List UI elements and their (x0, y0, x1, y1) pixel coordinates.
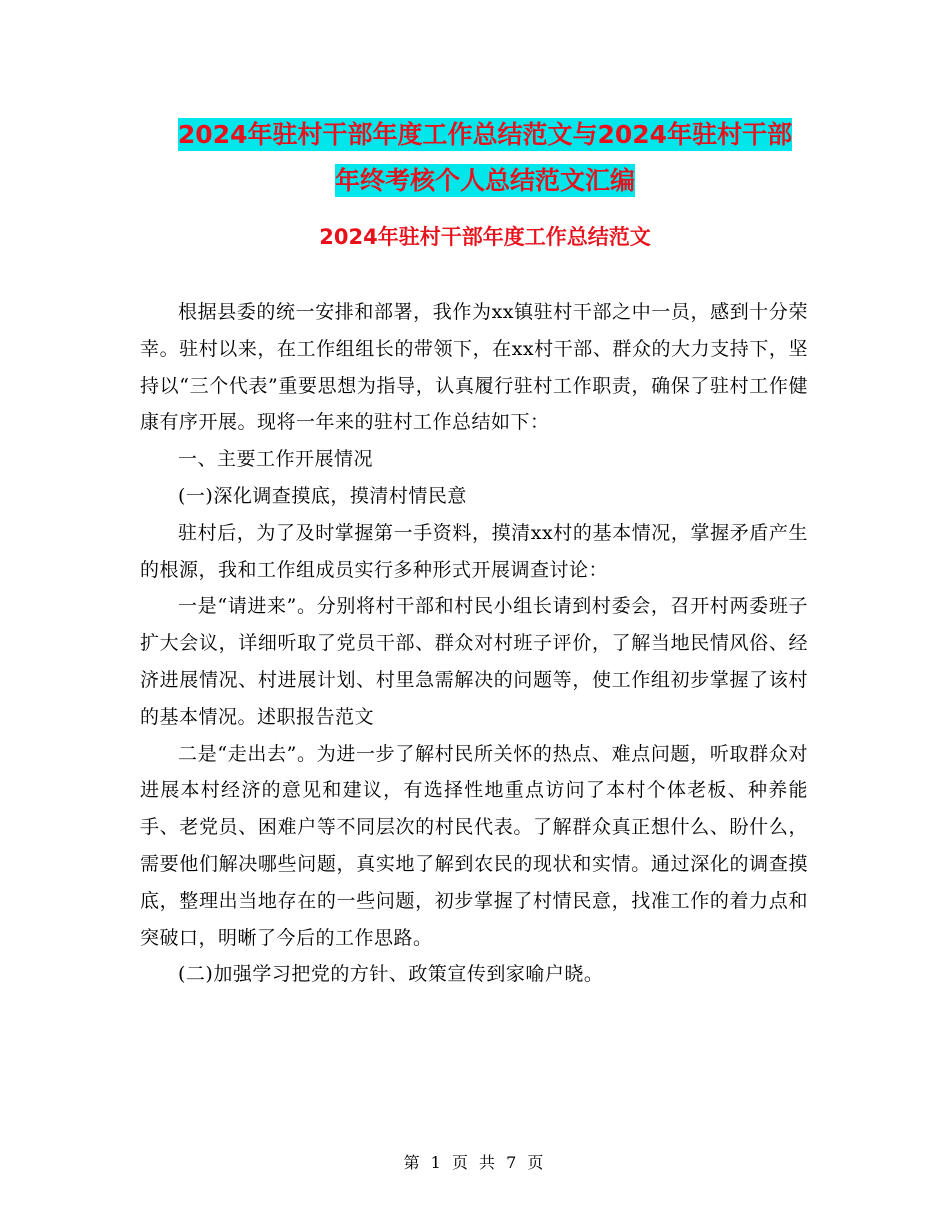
subheading-investigation: (一)深化调查摸底，摸清村情民意 (178, 484, 467, 507)
paragraph-intro: 根据县委的统一安排和部署，我作为xx镇驻村干部之中一员，感到十分荣幸。驻村以来，在工作组组长的带领下，在xx村干部、群众的大力支持下，坚持以“三个代表”重要思想为指导，认真履行驻村工作职责，确保了驻村工作健康有序开展。现将一年来的驻村工作总结如下： (140, 301, 808, 434)
page-footer: 第 1 页 共 7 页 (403, 1153, 547, 1172)
paragraph-invite-in: 一是“请进来”。分别将村干部和村民小组长请到村委会，召开村两委班子扩大会议，详细听取了党员干部、群众对村班子评价，了解当地民情风俗、经济进展情况、村进展计划、村里急需解决的问题等，使工作组初步掌握了该村的基本情况。述职报告范文 (140, 595, 808, 728)
heading-main-work: 一、主要工作开展情况 (178, 448, 374, 471)
paragraph-investigation: 驻村后，为了及时掌握第一手资料，摸清xx村的基本情况，掌握矛盾产生的根源，我和工作组成员实行多种形式开展调查讨论： (140, 521, 808, 581)
document-title-line-1: 2024年驻村干部年度工作总结范文与2024年驻村干部 (177, 120, 793, 149)
subheading-study-policy: (二)加强学习把党的方针、政策宣传到家喻户晓。 (178, 963, 604, 986)
paragraph-go-out: 二是“走出去”。为进一步了解村民所关怀的热点、难点问题，听取群众对进展本村经济的意见和建议，有选择性地重点访问了本村个体老板、种养能手、老党员、困难户等不同层次的村民代表。了解群众真正想什么、盼什么，需要他们解决哪些问题，真实地了解到农民的现状和实情。通过深化的调查摸底，整理出当地存在的一些问题，初步掌握了村情民意，找准工作的着力点和突破口，明晰了今后的工作思路。 (140, 742, 808, 949)
document-title-line-2: 年终考核个人总结范文汇编 (334, 166, 635, 195)
document-title (140, 112, 830, 204)
document-body (140, 294, 808, 993)
section-title: 2024年驻村干部年度工作总结范文 (319, 225, 651, 249)
